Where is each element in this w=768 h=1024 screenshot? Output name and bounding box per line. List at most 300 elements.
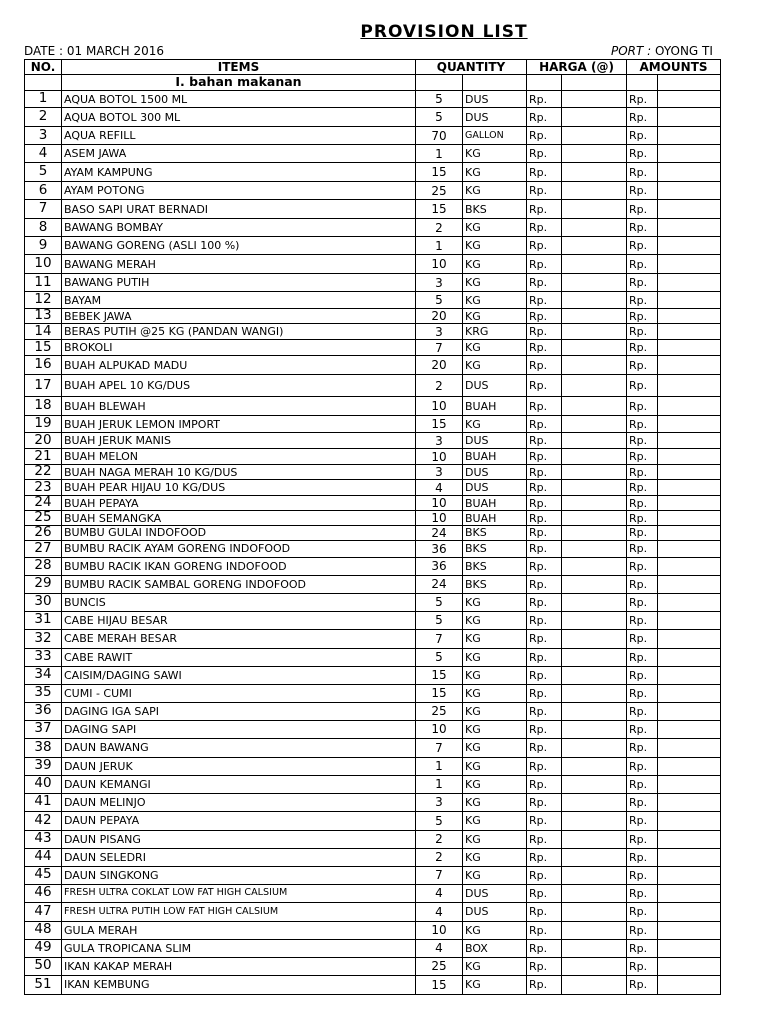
harga-value bbox=[562, 884, 627, 902]
harga-value bbox=[562, 237, 627, 255]
harga-value bbox=[562, 145, 627, 163]
item-quantity: 3 bbox=[416, 274, 463, 292]
harga-currency: Rp. bbox=[527, 738, 562, 757]
item-number: 33 bbox=[25, 648, 62, 666]
item-unit: KG bbox=[463, 684, 527, 702]
amount-value bbox=[658, 884, 721, 902]
table-row bbox=[25, 866, 721, 884]
item-number: 44 bbox=[25, 848, 62, 866]
amount-value bbox=[658, 375, 721, 397]
amount-value bbox=[658, 830, 721, 848]
harga-currency: Rp. bbox=[527, 921, 562, 939]
item-unit: KG bbox=[463, 611, 527, 629]
item-quantity: 24 bbox=[416, 575, 463, 593]
amount-currency: Rp. bbox=[627, 480, 658, 496]
item-name: DAUN BAWANG bbox=[62, 738, 416, 757]
harga-value bbox=[562, 540, 627, 557]
item-name: BUAH MELON bbox=[62, 449, 416, 465]
item-quantity: 1 bbox=[416, 237, 463, 255]
amount-value bbox=[658, 145, 721, 163]
harga-value bbox=[562, 648, 627, 666]
item-unit: DUS bbox=[463, 108, 527, 127]
item-unit: BKS bbox=[463, 200, 527, 219]
amount-value bbox=[658, 200, 721, 219]
harga-value bbox=[562, 684, 627, 702]
harga-currency: Rp. bbox=[527, 975, 562, 994]
table-row bbox=[25, 274, 721, 292]
item-number: 25 bbox=[25, 511, 62, 526]
item-unit: KG bbox=[463, 237, 527, 255]
amount-currency: Rp. bbox=[627, 433, 658, 449]
harga-currency: Rp. bbox=[527, 575, 562, 593]
table-row bbox=[25, 684, 721, 702]
amount-currency: Rp. bbox=[627, 356, 658, 375]
table-row bbox=[25, 108, 721, 127]
item-quantity: 10 bbox=[416, 921, 463, 939]
table-row bbox=[25, 433, 721, 449]
item-unit: KG bbox=[463, 145, 527, 163]
item-unit: KG bbox=[463, 775, 527, 793]
item-quantity: 36 bbox=[416, 540, 463, 557]
item-number: 37 bbox=[25, 720, 62, 738]
item-name: DAUN PEPAYA bbox=[62, 811, 416, 830]
amount-currency: Rp. bbox=[627, 540, 658, 557]
item-name: BUAH SEMANGKA bbox=[62, 511, 416, 526]
item-name: AQUA REFILL bbox=[62, 127, 416, 145]
table-row bbox=[25, 237, 721, 255]
item-number: 39 bbox=[25, 757, 62, 775]
item-quantity: 10 bbox=[416, 255, 463, 274]
table-row bbox=[25, 340, 721, 356]
harga-value bbox=[562, 702, 627, 720]
item-name: ASEM JAWA bbox=[62, 145, 416, 163]
harga-value bbox=[562, 255, 627, 274]
item-name: BAWANG BOMBAY bbox=[62, 219, 416, 237]
item-number: 8 bbox=[25, 219, 62, 237]
harga-currency: Rp. bbox=[527, 274, 562, 292]
item-name: FRESH ULTRA COKLAT LOW FAT HIGH CALSIUM bbox=[62, 884, 416, 902]
amount-value bbox=[658, 108, 721, 127]
harga-currency: Rp. bbox=[527, 219, 562, 237]
table-header-row bbox=[25, 60, 721, 75]
item-unit: KG bbox=[463, 648, 527, 666]
harga-value bbox=[562, 811, 627, 830]
harga-currency: Rp. bbox=[527, 449, 562, 465]
item-quantity: 5 bbox=[416, 292, 463, 309]
harga-currency: Rp. bbox=[527, 356, 562, 375]
table-row bbox=[25, 255, 721, 274]
item-number: 51 bbox=[25, 975, 62, 994]
amount-value bbox=[658, 738, 721, 757]
item-number: 26 bbox=[25, 526, 62, 541]
item-number: 50 bbox=[25, 957, 62, 975]
harga-currency: Rp. bbox=[527, 684, 562, 702]
item-unit: KG bbox=[463, 793, 527, 811]
item-quantity: 10 bbox=[416, 449, 463, 465]
item-unit: KG bbox=[463, 292, 527, 309]
harga-value bbox=[562, 526, 627, 541]
harga-value bbox=[562, 757, 627, 775]
amount-currency: Rp. bbox=[627, 340, 658, 356]
item-name: BUAH BLEWAH bbox=[62, 397, 416, 416]
item-quantity: 70 bbox=[416, 127, 463, 145]
provision-table bbox=[24, 59, 721, 995]
item-quantity: 15 bbox=[416, 200, 463, 219]
item-name: BUMBU RACIK IKAN GORENG INDOFOOD bbox=[62, 557, 416, 575]
harga-value bbox=[562, 274, 627, 292]
amount-value bbox=[658, 575, 721, 593]
item-name: AQUA BOTOL 1500 ML bbox=[62, 91, 416, 108]
item-quantity: 2 bbox=[416, 219, 463, 237]
item-name: DAUN PISANG bbox=[62, 830, 416, 848]
amount-currency: Rp. bbox=[627, 738, 658, 757]
amount-value bbox=[658, 397, 721, 416]
harga-currency: Rp. bbox=[527, 324, 562, 340]
table-row bbox=[25, 496, 721, 511]
item-unit: BKS bbox=[463, 575, 527, 593]
item-name: BEBEK JAWA bbox=[62, 309, 416, 324]
item-unit: DUS bbox=[463, 91, 527, 108]
amount-value bbox=[658, 237, 721, 255]
harga-value bbox=[562, 127, 627, 145]
item-name: BROKOLI bbox=[62, 340, 416, 356]
amount-value bbox=[658, 611, 721, 629]
item-number: 31 bbox=[25, 611, 62, 629]
harga-value bbox=[562, 480, 627, 496]
harga-currency: Rp. bbox=[527, 108, 562, 127]
item-number: 17 bbox=[25, 375, 62, 397]
harga-currency: Rp. bbox=[527, 593, 562, 611]
amount-currency: Rp. bbox=[627, 274, 658, 292]
table-row bbox=[25, 648, 721, 666]
table-row bbox=[25, 593, 721, 611]
amount-value bbox=[658, 757, 721, 775]
port-info bbox=[611, 44, 713, 58]
section-cell bbox=[627, 75, 658, 91]
table-row bbox=[25, 757, 721, 775]
amount-currency: Rp. bbox=[627, 902, 658, 921]
table-row bbox=[25, 145, 721, 163]
item-quantity: 15 bbox=[416, 975, 463, 994]
item-number: 41 bbox=[25, 793, 62, 811]
item-quantity: 2 bbox=[416, 830, 463, 848]
harga-currency: Rp. bbox=[527, 340, 562, 356]
amount-value bbox=[658, 91, 721, 108]
amount-currency: Rp. bbox=[627, 91, 658, 108]
harga-currency: Rp. bbox=[527, 292, 562, 309]
amount-value bbox=[658, 793, 721, 811]
amount-currency: Rp. bbox=[627, 292, 658, 309]
item-quantity: 5 bbox=[416, 648, 463, 666]
item-quantity: 20 bbox=[416, 309, 463, 324]
item-name: BUAH JERUK MANIS bbox=[62, 433, 416, 449]
item-name: AYAM KAMPUNG bbox=[62, 163, 416, 182]
harga-value bbox=[562, 163, 627, 182]
item-quantity: 3 bbox=[416, 465, 463, 480]
table-row bbox=[25, 182, 721, 200]
harga-value bbox=[562, 921, 627, 939]
harga-value bbox=[562, 219, 627, 237]
section-cell bbox=[658, 75, 721, 91]
amount-value bbox=[658, 702, 721, 720]
item-unit: KG bbox=[463, 848, 527, 866]
item-quantity: 15 bbox=[416, 684, 463, 702]
amount-currency: Rp. bbox=[627, 163, 658, 182]
harga-currency: Rp. bbox=[527, 375, 562, 397]
item-quantity: 4 bbox=[416, 902, 463, 921]
amount-currency: Rp. bbox=[627, 611, 658, 629]
harga-currency: Rp. bbox=[527, 255, 562, 274]
column-header-no: NO. bbox=[25, 60, 62, 75]
amount-currency: Rp. bbox=[627, 182, 658, 200]
item-name: BUAH ALPUKAD MADU bbox=[62, 356, 416, 375]
item-quantity: 3 bbox=[416, 324, 463, 340]
column-header-harga: HARGA (@) bbox=[527, 60, 627, 75]
amount-currency: Rp. bbox=[627, 866, 658, 884]
item-quantity: 3 bbox=[416, 793, 463, 811]
harga-currency: Rp. bbox=[527, 480, 562, 496]
item-unit: KG bbox=[463, 921, 527, 939]
table-row bbox=[25, 702, 721, 720]
item-number: 6 bbox=[25, 182, 62, 200]
item-number: 30 bbox=[25, 593, 62, 611]
table-row bbox=[25, 511, 721, 526]
item-name: DAGING SAPI bbox=[62, 720, 416, 738]
harga-value bbox=[562, 593, 627, 611]
item-quantity: 1 bbox=[416, 145, 463, 163]
item-number: 3 bbox=[25, 127, 62, 145]
item-name: DAUN SELEDRI bbox=[62, 848, 416, 866]
item-quantity: 24 bbox=[416, 526, 463, 541]
harga-value bbox=[562, 356, 627, 375]
amount-value bbox=[658, 163, 721, 182]
item-quantity: 7 bbox=[416, 738, 463, 757]
item-unit: KG bbox=[463, 975, 527, 994]
amount-currency: Rp. bbox=[627, 648, 658, 666]
item-unit: KG bbox=[463, 309, 527, 324]
table-row bbox=[25, 416, 721, 433]
harga-currency: Rp. bbox=[527, 145, 562, 163]
item-quantity: 10 bbox=[416, 511, 463, 526]
item-number: 11 bbox=[25, 274, 62, 292]
item-number: 4 bbox=[25, 145, 62, 163]
harga-value bbox=[562, 433, 627, 449]
amount-value bbox=[658, 648, 721, 666]
table-row bbox=[25, 309, 721, 324]
item-name: BUAH APEL 10 KG/DUS bbox=[62, 375, 416, 397]
amount-currency: Rp. bbox=[627, 465, 658, 480]
item-unit: DUS bbox=[463, 902, 527, 921]
harga-value bbox=[562, 611, 627, 629]
item-unit: KG bbox=[463, 830, 527, 848]
item-name: IKAN KEMBUNG bbox=[62, 975, 416, 994]
amount-value bbox=[658, 902, 721, 921]
table-row bbox=[25, 356, 721, 375]
harga-value bbox=[562, 902, 627, 921]
item-quantity: 2 bbox=[416, 848, 463, 866]
item-number: 2 bbox=[25, 108, 62, 127]
item-number: 21 bbox=[25, 449, 62, 465]
table-row bbox=[25, 775, 721, 793]
harga-currency: Rp. bbox=[527, 793, 562, 811]
item-quantity: 5 bbox=[416, 593, 463, 611]
item-name: DAUN SINGKONG bbox=[62, 866, 416, 884]
item-name: BERAS PUTIH @25 KG (PANDAN WANGI) bbox=[62, 324, 416, 340]
item-name: BAWANG GORENG (ASLI 100 %) bbox=[62, 237, 416, 255]
harga-currency: Rp. bbox=[527, 775, 562, 793]
amount-currency: Rp. bbox=[627, 397, 658, 416]
table-row bbox=[25, 921, 721, 939]
item-unit: KG bbox=[463, 738, 527, 757]
harga-value bbox=[562, 557, 627, 575]
amount-currency: Rp. bbox=[627, 921, 658, 939]
harga-currency: Rp. bbox=[527, 666, 562, 684]
table-row bbox=[25, 292, 721, 309]
amount-currency: Rp. bbox=[627, 811, 658, 830]
item-number: 34 bbox=[25, 666, 62, 684]
item-number: 19 bbox=[25, 416, 62, 433]
item-number: 35 bbox=[25, 684, 62, 702]
table-row bbox=[25, 200, 721, 219]
amount-currency: Rp. bbox=[627, 416, 658, 433]
port-value: OYONG TI bbox=[655, 44, 713, 58]
amount-currency: Rp. bbox=[627, 593, 658, 611]
table-row bbox=[25, 91, 721, 108]
section-no-cell bbox=[25, 75, 62, 91]
harga-value bbox=[562, 511, 627, 526]
harga-currency: Rp. bbox=[527, 848, 562, 866]
item-name: CUMI - CUMI bbox=[62, 684, 416, 702]
item-number: 1 bbox=[25, 91, 62, 108]
table-row bbox=[25, 975, 721, 994]
table-row bbox=[25, 611, 721, 629]
table-row bbox=[25, 957, 721, 975]
harga-value bbox=[562, 91, 627, 108]
item-quantity: 3 bbox=[416, 433, 463, 449]
harga-currency: Rp. bbox=[527, 309, 562, 324]
item-number: 40 bbox=[25, 775, 62, 793]
item-unit: KG bbox=[463, 416, 527, 433]
table-row bbox=[25, 848, 721, 866]
item-number: 48 bbox=[25, 921, 62, 939]
item-number: 7 bbox=[25, 200, 62, 219]
item-unit: KG bbox=[463, 629, 527, 648]
item-quantity: 15 bbox=[416, 163, 463, 182]
harga-value bbox=[562, 375, 627, 397]
amount-value bbox=[658, 255, 721, 274]
amount-currency: Rp. bbox=[627, 108, 658, 127]
document-title: PROVISION LIST bbox=[360, 22, 528, 42]
amount-currency: Rp. bbox=[627, 575, 658, 593]
item-name: GULA MERAH bbox=[62, 921, 416, 939]
amount-currency: Rp. bbox=[627, 449, 658, 465]
section-row bbox=[25, 75, 721, 91]
amount-currency: Rp. bbox=[627, 496, 658, 511]
harga-currency: Rp. bbox=[527, 416, 562, 433]
table-row bbox=[25, 629, 721, 648]
item-name: AYAM POTONG bbox=[62, 182, 416, 200]
harga-value bbox=[562, 830, 627, 848]
item-name: AQUA BOTOL 300 ML bbox=[62, 108, 416, 127]
item-unit: DUS bbox=[463, 375, 527, 397]
item-unit: KG bbox=[463, 255, 527, 274]
amount-currency: Rp. bbox=[627, 511, 658, 526]
table-row bbox=[25, 793, 721, 811]
amount-value bbox=[658, 593, 721, 611]
table-body bbox=[25, 75, 721, 995]
item-quantity: 1 bbox=[416, 775, 463, 793]
section-cell bbox=[463, 75, 527, 91]
harga-currency: Rp. bbox=[527, 526, 562, 541]
item-name: BUAH PEAR HIJAU 10 KG/DUS bbox=[62, 480, 416, 496]
harga-value bbox=[562, 182, 627, 200]
harga-currency: Rp. bbox=[527, 465, 562, 480]
item-number: 13 bbox=[25, 309, 62, 324]
item-quantity: 20 bbox=[416, 356, 463, 375]
harga-value bbox=[562, 629, 627, 648]
item-name: BUAH JERUK LEMON IMPORT bbox=[62, 416, 416, 433]
item-unit: KG bbox=[463, 340, 527, 356]
item-quantity: 25 bbox=[416, 702, 463, 720]
harga-currency: Rp. bbox=[527, 757, 562, 775]
item-number: 10 bbox=[25, 255, 62, 274]
item-quantity: 10 bbox=[416, 397, 463, 416]
harga-value bbox=[562, 775, 627, 793]
harga-value bbox=[562, 416, 627, 433]
amount-value bbox=[658, 496, 721, 511]
item-name: CAISIM/DAGING SAWI bbox=[62, 666, 416, 684]
table-row bbox=[25, 449, 721, 465]
harga-currency: Rp. bbox=[527, 884, 562, 902]
amount-currency: Rp. bbox=[627, 775, 658, 793]
item-unit: KG bbox=[463, 866, 527, 884]
harga-value bbox=[562, 575, 627, 593]
item-quantity: 7 bbox=[416, 340, 463, 356]
item-name: BUNCIS bbox=[62, 593, 416, 611]
item-unit: BKS bbox=[463, 540, 527, 557]
table-row bbox=[25, 666, 721, 684]
item-unit: BKS bbox=[463, 557, 527, 575]
amount-value bbox=[658, 480, 721, 496]
item-unit: BUAH bbox=[463, 496, 527, 511]
item-quantity: 5 bbox=[416, 108, 463, 127]
item-name: BUMBU RACIK SAMBAL GORENG INDOFOOD bbox=[62, 575, 416, 593]
table-row bbox=[25, 811, 721, 830]
amount-currency: Rp. bbox=[627, 127, 658, 145]
harga-value bbox=[562, 866, 627, 884]
item-unit: KG bbox=[463, 811, 527, 830]
table-row bbox=[25, 540, 721, 557]
amount-value bbox=[658, 356, 721, 375]
item-name: BUAH PEPAYA bbox=[62, 496, 416, 511]
item-name: DAUN KEMANGI bbox=[62, 775, 416, 793]
harga-currency: Rp. bbox=[527, 811, 562, 830]
item-name: DAGING IGA SAPI bbox=[62, 702, 416, 720]
amount-currency: Rp. bbox=[627, 557, 658, 575]
amount-value bbox=[658, 340, 721, 356]
harga-value bbox=[562, 666, 627, 684]
amount-value bbox=[658, 127, 721, 145]
amount-currency: Rp. bbox=[627, 629, 658, 648]
table-row bbox=[25, 219, 721, 237]
item-unit: DUS bbox=[463, 465, 527, 480]
item-number: 9 bbox=[25, 237, 62, 255]
item-unit: DUS bbox=[463, 884, 527, 902]
column-header-amounts: AMOUNTS bbox=[627, 60, 721, 75]
harga-value bbox=[562, 340, 627, 356]
amount-currency: Rp. bbox=[627, 219, 658, 237]
item-name: GULA TROPICANA SLIM bbox=[62, 939, 416, 957]
